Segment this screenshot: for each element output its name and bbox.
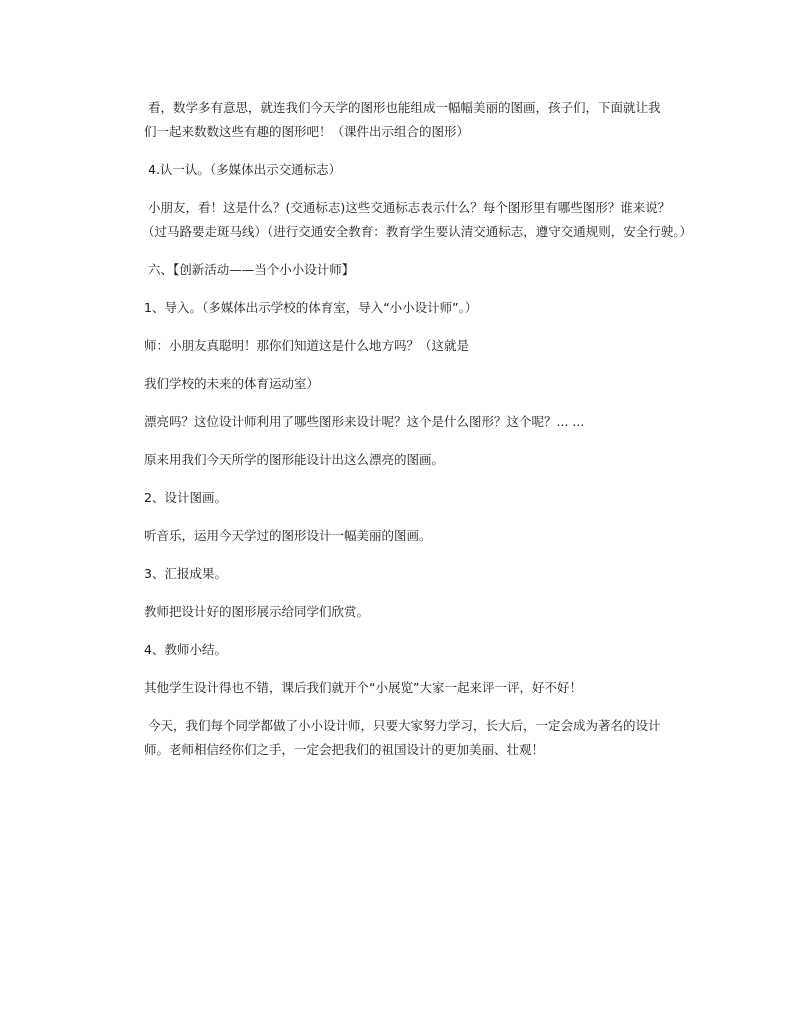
paragraph-line: 原来用我们今天所学的图形能设计出这么漂亮的图画。: [144, 452, 445, 467]
paragraph-line: 们一起来数数这些有趣的图形吧！（课件出示组合的图形）: [144, 124, 470, 139]
step-report-results: [146, 562, 706, 586]
paragraph-intro: [146, 96, 706, 144]
paragraph-line: 教师把设计好的图形展示给同学们欣赏。: [144, 604, 370, 619]
document-body: [142, 96, 706, 762]
paragraph-traffic-signs: [142, 196, 706, 244]
paragraph-exhibition: [146, 676, 706, 700]
paragraph-line: 2、设计图画。: [144, 490, 227, 505]
section-heading-creative-activity: [146, 258, 706, 282]
paragraph-teacher-display: [146, 600, 706, 624]
paragraph-line: 我们学校的未来的体育运动室）: [144, 376, 320, 391]
paragraph-teacher-question: [146, 334, 706, 358]
paragraph-line: 其他学生设计得也不错，课后我们就开个“小展览”大家一起来评一评，好不好！: [144, 680, 582, 695]
paragraph-line: 今天，我们每个同学都做了小小设计师，只要大家努力学习，长大后，一定会成为著名的设计: [148, 718, 661, 733]
paragraph-line: 3、汇报成果。: [144, 566, 227, 581]
paragraph-pretty-question: [146, 410, 706, 434]
paragraph-line: 听音乐，运用今天学过的图形设计一幅美丽的图画。: [144, 528, 432, 543]
paragraph-line: （过马路要走斑马线）（进行交通安全教育：教育学生要认清交通标志，遵守交通规则，安全行驶。）: [142, 224, 693, 239]
paragraph-line: 漂亮吗？这位设计师利用了哪些图形来设计呢？这个是什么图形？这个呢？... ...: [144, 414, 585, 429]
paragraph-line: 4、教师小结。: [144, 642, 227, 657]
paragraph-sports-room: [146, 372, 706, 396]
heading-recognize: [146, 158, 706, 182]
paragraph-line: 六、【创新活动——当个小小设计师】: [148, 262, 355, 277]
paragraph-closing: [146, 714, 706, 762]
paragraph-line: 1、导入。（多媒体出示学校的体育室，导入“小小设计师”。）: [144, 300, 478, 315]
paragraph-line: 师。老师相信经你们之手，一定会把我们的祖国设计的更加美丽、壮观！: [144, 742, 545, 757]
paragraph-music-design: [146, 524, 706, 548]
paragraph-conclusion-shapes: [146, 448, 706, 472]
step-introduce: [146, 296, 706, 320]
paragraph-line: 看，数学多有意思，就连我们今天学的图形也能组成一幅幅美丽的图画，孩子们，下面就让我: [148, 100, 661, 115]
step-teacher-summary: [146, 638, 706, 662]
paragraph-line: 师：小朋友真聪明！那你们知道这是什么地方吗？（这就是: [144, 338, 470, 353]
paragraph-line: 4.认一认。（多媒体出示交通标志）: [148, 162, 342, 177]
paragraph-line: 小朋友，看！这是什么？(交通标志)这些交通标志表示什么？每个图形里有哪些图形？谁来说？: [148, 200, 671, 215]
step-design-picture: [146, 486, 706, 510]
